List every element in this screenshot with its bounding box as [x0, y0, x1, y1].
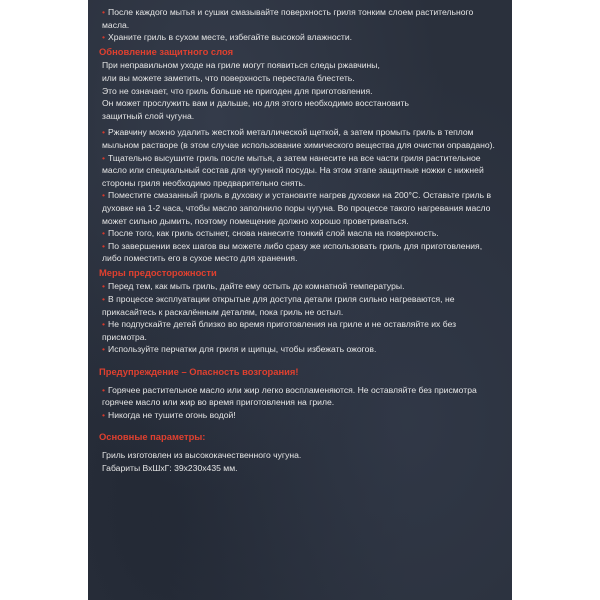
bullet-icon: •	[102, 281, 106, 292]
bullet-icon: •	[102, 240, 106, 251]
warning-item: • Горячее растительное масло или жир легко воспламеняются. Не оставляйте без присмотра горячее масло или жир во время приготовления на гриле.	[102, 384, 477, 408]
renewal-intro-line: При неправильном уходе на гриле могут появиться следы ржавчины,	[102, 60, 380, 71]
precaution-item: • В процессе эксплуатации открытые для доступа детали гриля сильно нагреваются, не прикасайтесь к раскалённым деталям, пока гриль не остыл.	[102, 294, 455, 317]
bullet-icon: •	[102, 127, 106, 138]
bullet-icon: •	[102, 344, 106, 355]
params-line: Гриль изготовлен из высококачественного чугуна.	[102, 450, 302, 460]
instruction-sheet	[88, 0, 512, 600]
bullet-icon: •	[102, 409, 106, 420]
renewal-intro-line: Это не означает, что гриль больше не пригоден для приготовления.	[102, 85, 373, 96]
renewal-heading: Обновление защитного слоя	[99, 45, 234, 57]
params-line: Габариты ВхШхГ: 39х230х435 мм.	[102, 462, 238, 473]
bullet-icon: •	[102, 152, 106, 163]
bullet-icon: •	[102, 294, 106, 305]
renewal-step: • Поместите смазанный гриль в духовку и установите нагрев духовки на 200°C. Оставьте гриль в духовке на 1-2 часа, чтобы масло заполнило поры чугуна. Во процессе такого нагревания масло может сильно дымить, поэтому помещение должно хорошо проветриваться.	[102, 190, 492, 226]
care-item: • После каждого мытья и сушки смазывайте поверхность гриля тонким слоем растительного масла.	[102, 7, 474, 30]
bullet-icon: •	[102, 319, 106, 330]
renewal-step: • Тщательно высушите гриль после мытья, а затем нанесите на все части гриля растительное масло или специальный состав для чугунной посуды. На этом этапе защитные ножки с нижней стороны гриля необходимо предварительно снять.	[102, 152, 484, 188]
renewal-step: • По завершении всех шагов вы можете либо сразу же использовать гриль для приготовления, либо поместить его в сухое место для хранения.	[102, 240, 483, 264]
warning-heading: Предупреждение – Опасность возгорания!	[99, 366, 299, 378]
precautions-heading: Меры предосторожности	[99, 266, 217, 278]
renewal-step: • После того, как гриль остынет, снова нанесите тонкий слой масла на поверхность.	[102, 228, 439, 239]
bullet-icon: •	[102, 384, 106, 395]
renewal-intro-line: Он может прослужить вам и дальше, но для этого необходимо восстановить	[102, 98, 410, 109]
precaution-item: • Не подпускайте детей близко во время приготовления на гриле и не оставляйте их без присмотра.	[102, 319, 457, 342]
params-heading: Основные параметры:	[99, 431, 206, 443]
warning-item: • Никогда не тушите огонь водой!	[102, 409, 236, 420]
renewal-intro-line: или вы можете заметить, что поверхность перестала блестеть.	[102, 72, 355, 83]
bullet-icon: •	[102, 190, 106, 201]
renewal-intro-line: защитный слой чугуна.	[102, 110, 195, 121]
care-item: • Храните гриль в сухом месте, избегайте высокой влажности.	[102, 32, 353, 43]
precaution-item: • Используйте перчатки для гриля и щипцы, чтобы избежать ожогов.	[102, 344, 377, 355]
renewal-step: • Ржавчину можно удалить жесткой металлической щеткой, а затем промыть гриль в теплом мыльном растворе (в этом случае использование химического вещества для очистки оправдано).	[102, 127, 495, 150]
bullet-icon: •	[102, 228, 106, 239]
precaution-item: • Перед тем, как мыть гриль, дайте ему остыть до комнатной температуры.	[102, 281, 405, 292]
bullet-icon: •	[102, 32, 106, 43]
bullet-icon: •	[102, 7, 106, 17]
